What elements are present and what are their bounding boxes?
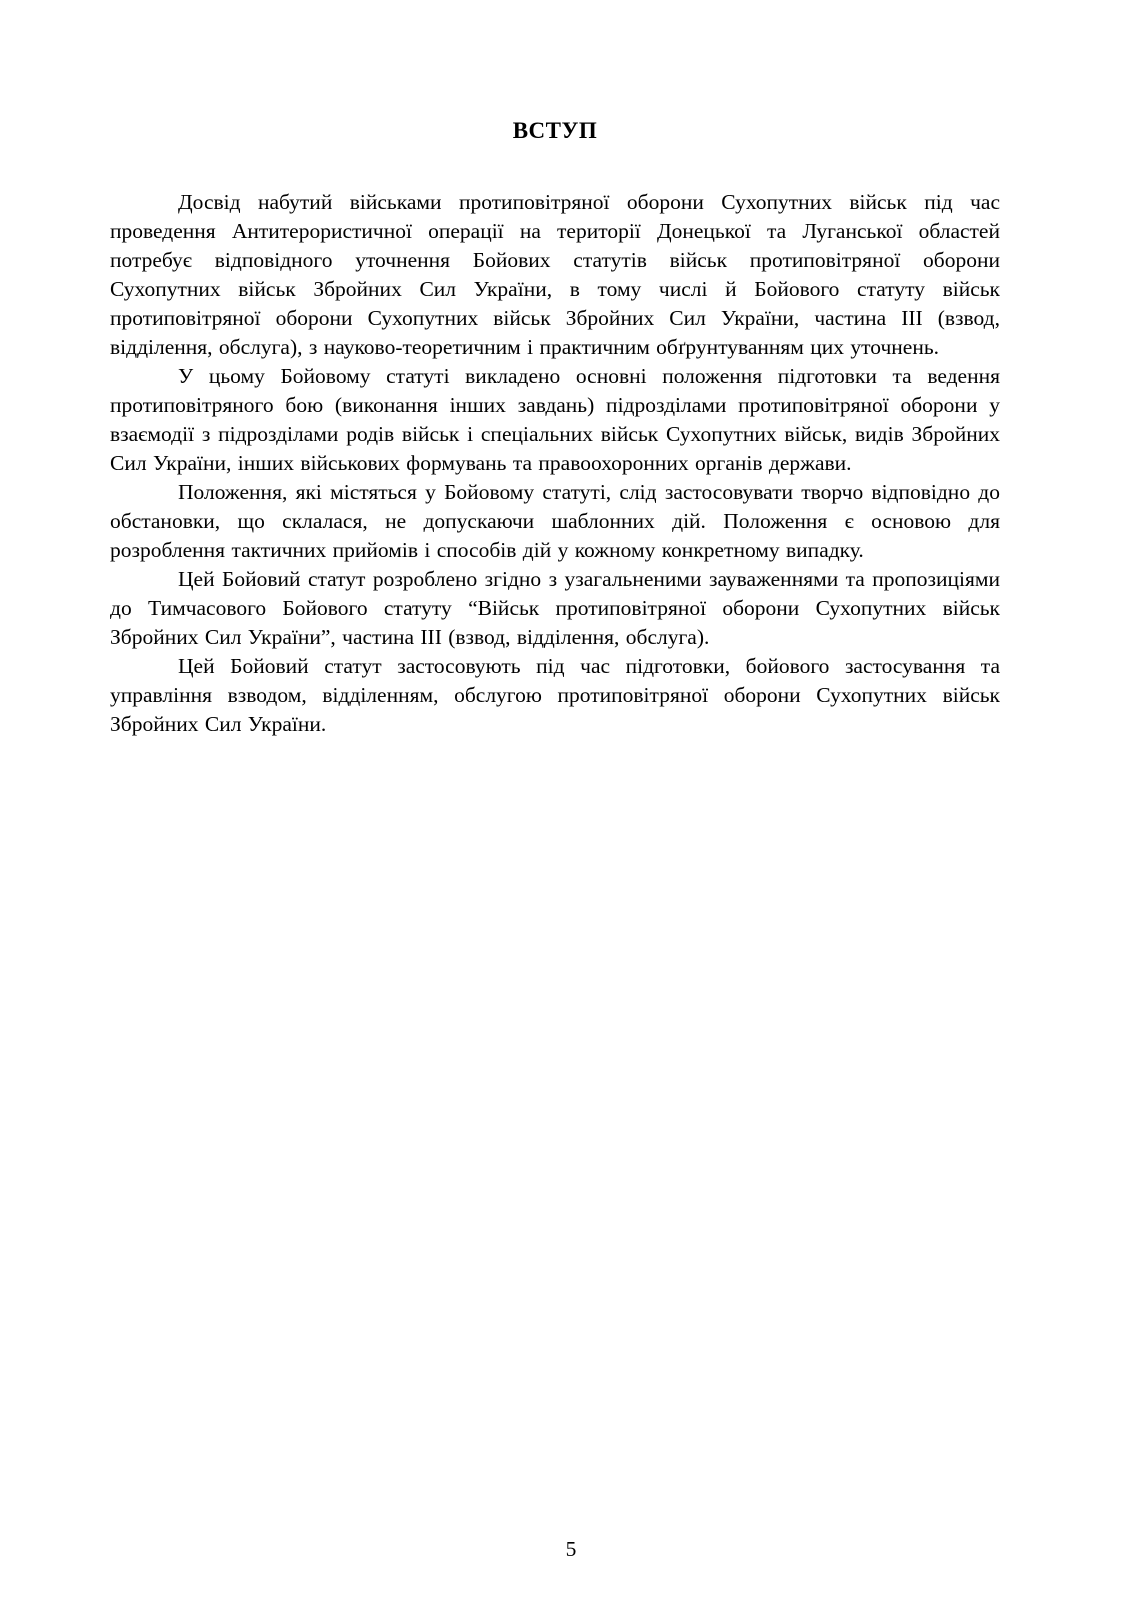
paragraph-4: Цей Бойовий статут розроблено згідно з узагальненими зауваженнями та пропозиціями до Тимчасового Бойового статуту “Військ протиповітряної оборони Сухопутних військ Збройних Сил України”, частина III (взвод, відділення, обслуга). [110,567,1000,649]
paragraph-5: Цей Бойовий статут застосовують під час підготовки, бойового застосування та управління взводом, відділенням, обслугою протиповітряної оборони Сухопутних військ Збройних Сил України. [110,654,1000,736]
paragraph-2: У цьому Бойовому статуті викладено основні положення підготовки та ведення протиповітряного бою (виконання інших завдань) підрозділами протиповітряної оборони у взаємодії з підрозділами родів військ і спеціальних військ Сухопутних військ, видів Збройних Сил України, інших військових формувань та правоохоронних органів держави. [110,364,1000,475]
page-title: ВСТУП [512,118,598,143]
paragraph-3: Положення, які містяться у Бойовому статуті, слід застосовувати творчо відповідно до обстановки, що склалася, не допускаючи шаблонних дій. Положення є основою для розроблення тактичних прийомів і способів дій у кожному конкретному випадку. [110,480,1000,562]
paragraph-1: Досвід набутий військами протиповітряної оборони Сухопутних військ під час проведення Антитерористичної операції на території Донецької та Луганської областей потребує відповідного уточнення Бойових статутів військ протиповітряної оборони Сухопутних військ Збройних Сил України, в тому числі й Бойового статуту військ протиповітряної оборони Сухопутних військ Збройних Сил України, частина III (взвод, відділення, обслуга), з науково-теоретичним і практичним обґрунтуванням цих уточнень. [110,190,1000,359]
page-number: 5 [565,1537,577,1561]
